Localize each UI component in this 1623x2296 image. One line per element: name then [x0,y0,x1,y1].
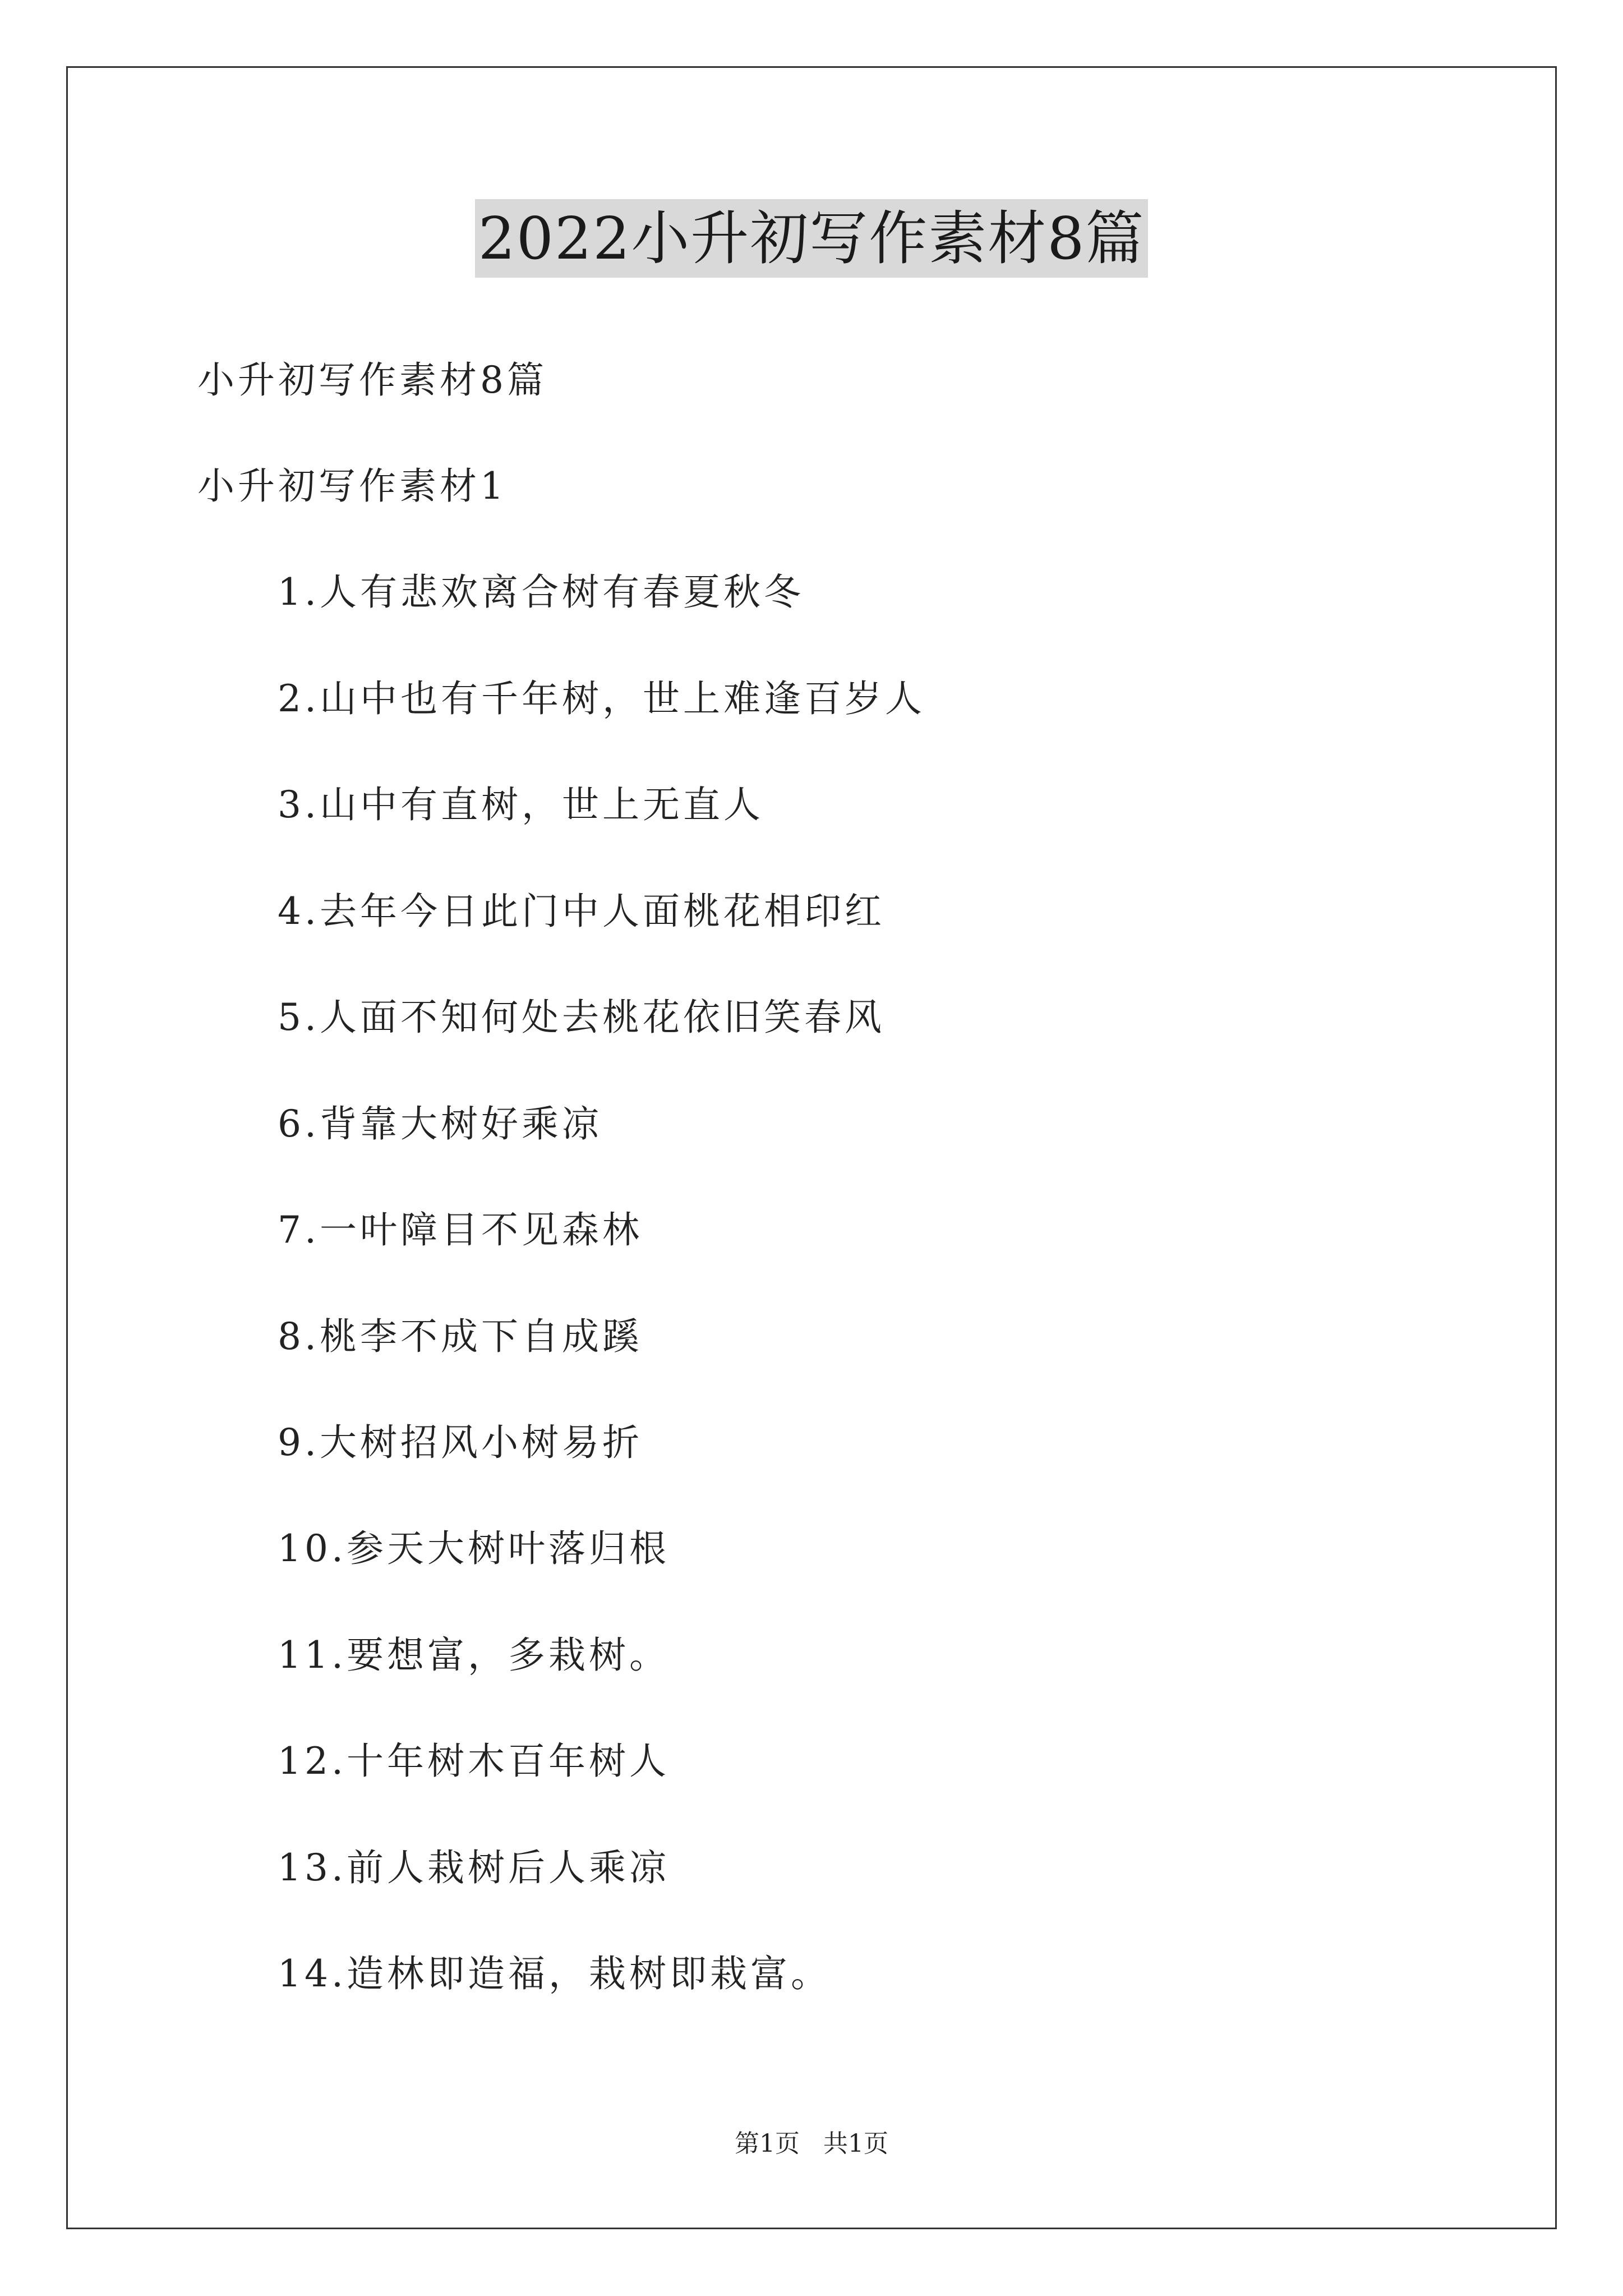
list-item: 8.桃李不成下自成蹊 [278,1315,643,1358]
list-item: 10.参天大树叶落归根 [278,1527,670,1570]
title-container [0,199,1623,278]
list-item: 4.去年今日此门中人面桃花相印红 [278,890,885,933]
list-item: 9.大树招风小树易折 [278,1421,643,1464]
document-title: 2022小升初写作素材8篇 [475,199,1149,278]
list-item: 6.背靠大树好乘凉 [278,1102,602,1145]
page-footer: 第1页 共1页 [735,2129,888,2158]
list-item: 5.人面不知何处去桃花依旧笑春风 [278,996,885,1039]
list-item: 13.前人栽树后人乘凉 [278,1846,670,1889]
section-heading: 小升初写作素材1 [197,464,507,508]
list-item: 7.一叶障目不见森林 [278,1208,643,1251]
list-item: 2.山中也有千年树，世上难逢百岁人 [278,677,925,720]
list-item: 11.要想富，多栽树。 [278,1634,670,1677]
list-item: 3.山中有直树，世上无直人 [278,783,764,826]
list-item: 1.人有悲欢离合树有春夏秋冬 [278,570,804,614]
document-subtitle: 小升初写作素材8篇 [197,358,547,402]
list-item: 12.十年树木百年树人 [278,1740,670,1783]
list-item: 14.造林即造福，栽树即栽富。 [278,1952,831,1995]
